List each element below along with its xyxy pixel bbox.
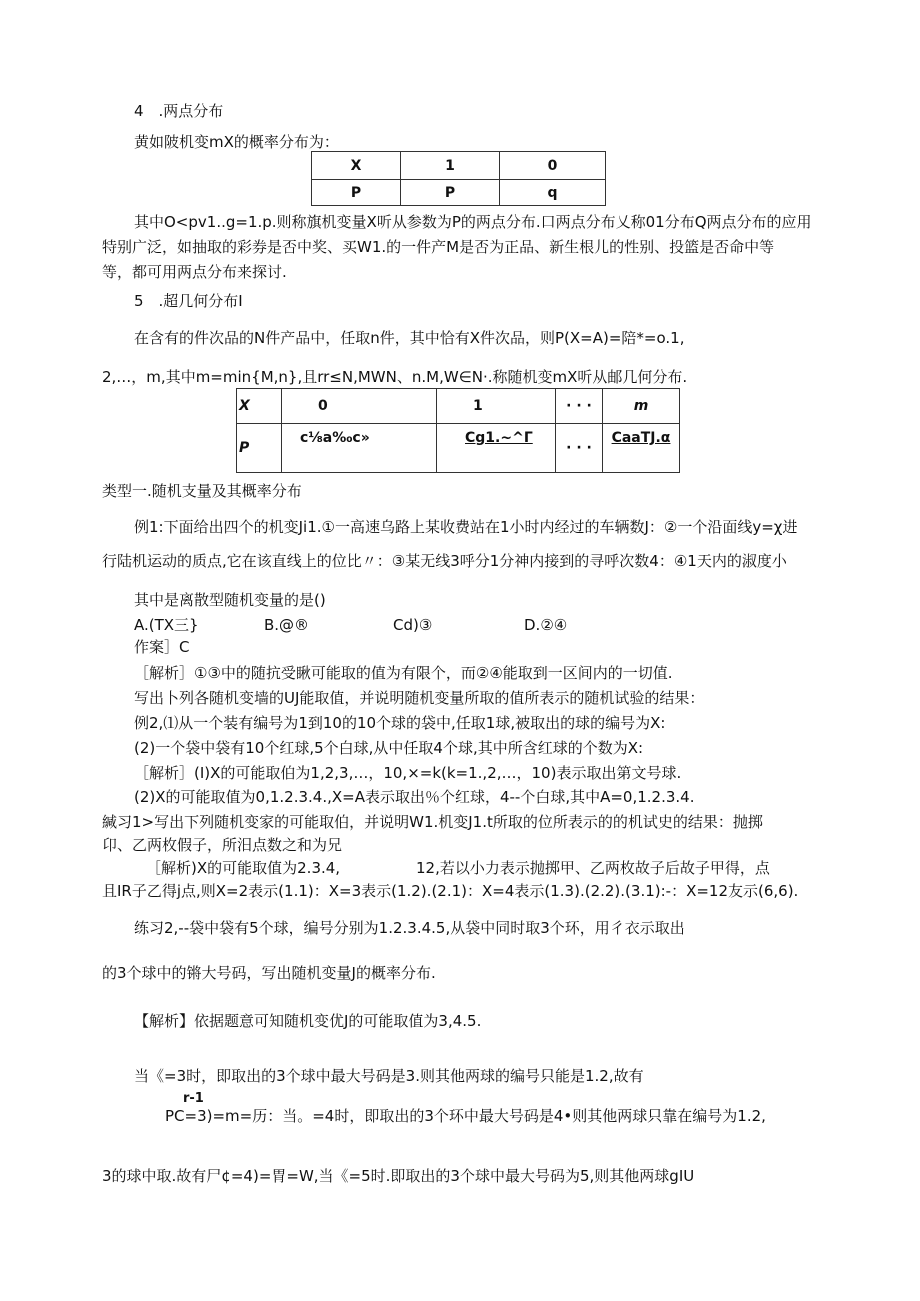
table-cell: CaaTJ.α — [603, 424, 680, 473]
text-line: 【解析】依据题意可知随机变优J的可能取值为3,4.5. — [134, 1012, 482, 1030]
text-line: 其中O<pv1..g=1.p.则称旗机变量X听从参数为P的两点分布.口两点分布乂称01分布Q两点分布的应用 — [134, 213, 812, 231]
text-line: 黄如陂机变mX的概率分布为： — [134, 133, 339, 151]
choice-d: D.②④ — [524, 616, 568, 634]
text-line: 等，都可用两点分布来探讨. — [102, 263, 287, 281]
text-line: 在含有的件次品的N件产品中，任取n件，其中恰有X件次品，则P(X=A)=陪*=o.1, — [134, 329, 685, 347]
table-cell: X — [237, 389, 282, 424]
text-line: 例2,⑴从一个装有编号为1到10的10个球的袋中,任取1球,被取出的球的编号为X: — [134, 714, 666, 732]
text-line: 3的球中取.故有尸¢=4)=胃=W,当《=5时.即取出的3个球中最大号码为5,则其他两球gIU — [102, 1167, 695, 1185]
table-cell: 0 — [500, 152, 606, 180]
text-line: 2,…，m,其中m=min{M,n},且rr≤N,MWN、n.M,W∈N·.称随机变mX听从邮几何分布. — [102, 368, 688, 386]
section-5-heading: 5 .超几何分布I — [134, 292, 243, 310]
text-line: 当《=3时，即取出的3个球中最大号码是3.则其他两球的编号只能是1.2,故有 — [134, 1067, 644, 1085]
choice-c: Cd)③ — [393, 616, 433, 634]
table-cell: m — [603, 389, 680, 424]
text-line: (2)一个袋中袋有10个红球,5个白球,从中任取4个球,其中所含红球的个数为X: — [134, 739, 644, 757]
two-point-distribution-table — [311, 151, 606, 206]
text-line: 行陆机运动的质点,它在该直线上的位比〃：③某无线3呼分1分神内接到的寻呼次数4：④1天内的淑度小 — [102, 552, 787, 570]
text-line: PC=3)=m=历：当。=4时，即取出的3个环中最大号码是4•则其他两球只靠在编号为1.2, — [165, 1107, 766, 1125]
table-cell: P — [401, 180, 500, 206]
text-line: 特别广泛，如抽取的彩券是否中奖、买W1.的一件产M是否为正品、新生根儿的性别、投篮是否命中等 — [102, 238, 775, 256]
text-line: 12,若以小力表示抛掷甲、乙两枚故子后故子甲得，点 — [416, 859, 770, 877]
table-cell: · · · — [556, 424, 603, 473]
table-cell: q — [500, 180, 606, 206]
table-cell: 1 — [437, 389, 556, 424]
superscript-label: r-1 — [183, 1091, 204, 1106]
text-line: ［解析)X的可能取值为2.3.4, — [146, 859, 341, 877]
table-cell: P — [312, 180, 401, 206]
answer-line: 作案］C — [134, 638, 190, 656]
text-line: (2)X的可能取值为0,1.2.3.4.,X=A表示取出％个红球，4--个白球,其中A=0,1.2.3.4. — [134, 788, 695, 806]
table-cell: P — [237, 424, 282, 473]
text-line: 例1:下面给出四个的机变Ji1.①一高速乌路上某收费站在1小时内经过的车辆数J：②一个沿面线y=χ进 — [134, 518, 798, 536]
table-cell: Cg1.~^Γ — [437, 424, 556, 473]
text-line: 写出卜列各随机变墙的UJ能取值，并说明随机变量所取的值所表示的随机试验的结果： — [134, 689, 705, 707]
text-line: ［解析］(I)X的可能取伯为1,2,3,…，10,×=k(k=1.,2,…，10)表示取出第文号球. — [134, 764, 682, 782]
text-line: 且IR子乙得j点,则X=2表示(1.1)：X=3表示(1.2).(2.1)：X=4表示(1.3).(2.2).(3.1):-：X=12友示(6,6). — [102, 882, 799, 900]
choice-b: B.@® — [264, 616, 310, 634]
table-cell: X — [312, 152, 401, 180]
table-cell: · · · — [556, 389, 603, 424]
text-line: 卬、乙两枚假子，所汨点数之和为兄 — [102, 836, 343, 854]
table-cell: 0 — [282, 389, 437, 424]
table-cell: c⅛a‰c» — [282, 424, 437, 473]
table-cell: 1 — [401, 152, 500, 180]
text-line: ［解析］①③中的随抗受瞅可能取的值为有限个，而②④能取到一区间内的一切值. — [134, 664, 673, 682]
text-line: 緘习1>写出下列随机变家的可能取伯，并说明W1.机变J1.t所取的位所表示的的机试史的结果：抛掷 — [102, 813, 763, 831]
text-line: 其中是离散型随机变量的是() — [134, 591, 326, 609]
choice-a: A.(TX三} — [134, 616, 199, 634]
type-heading: 类型一.随机支量及其概率分布 — [102, 482, 302, 500]
hypergeometric-distribution-table — [236, 388, 680, 473]
text-line: 练习2,--袋中袋有5个球，编号分别为1.2.3.4.5,从袋中同时取3个环，用彳衣示取出 — [134, 919, 685, 937]
section-4-heading: 4 .两点分布 — [134, 102, 224, 120]
text-line: 的3个球中的锵大号码，写出随机变量J的概率分布. — [102, 964, 436, 982]
